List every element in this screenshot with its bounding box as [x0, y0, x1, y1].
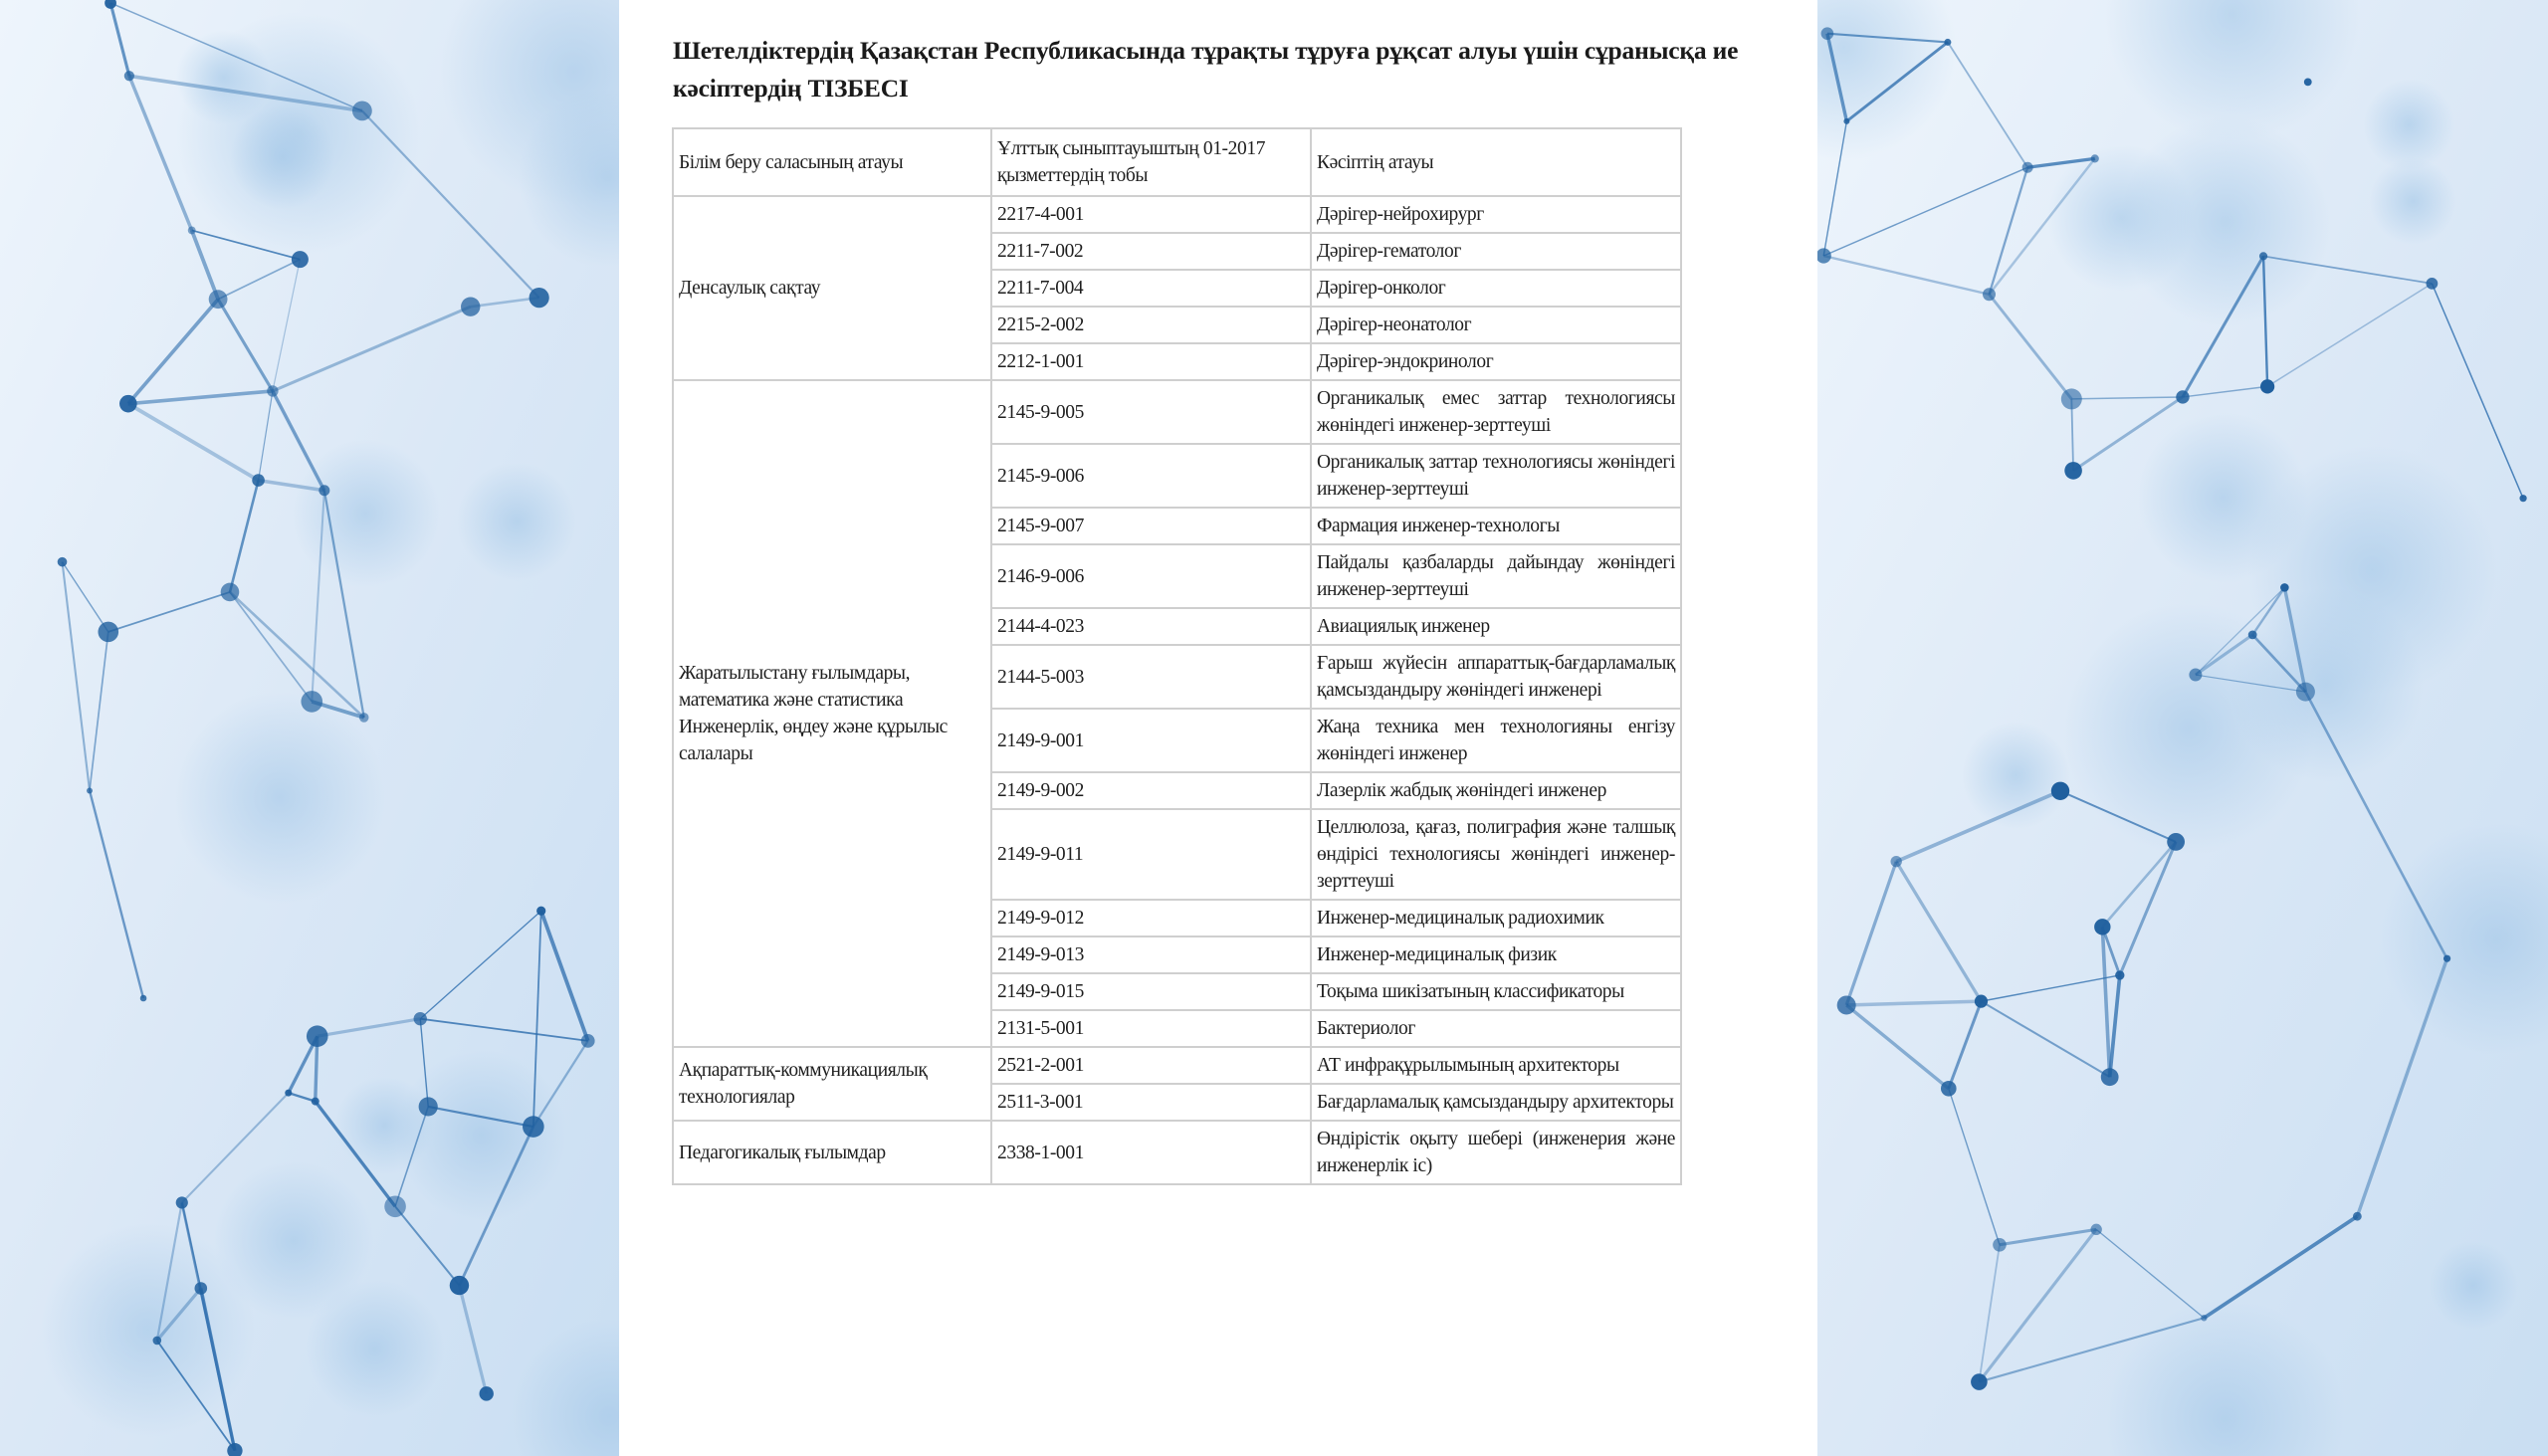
network-node — [2061, 388, 2082, 409]
code-cell: 2144-5-003 — [991, 645, 1311, 709]
network-node — [581, 1034, 595, 1048]
network-node — [2189, 669, 2202, 682]
profession-name-cell: Дәрігер-эндокринолог — [1311, 343, 1681, 380]
network-node — [87, 787, 93, 793]
profession-name-cell: Бағдарламалық қамсыздандыру архитекторы — [1311, 1084, 1681, 1121]
code-cell: 2145-9-006 — [991, 444, 1311, 508]
profession-name-cell: Бактериолог — [1311, 1010, 1681, 1047]
code-cell: 2149-9-012 — [991, 900, 1311, 936]
profession-name-cell: Инженер-медициналық физик — [1311, 936, 1681, 973]
network-pattern-right — [1817, 0, 2548, 1456]
profession-name-cell: Жаңа техника мен технологияны енгізу жөніндегі инженер — [1311, 709, 1681, 772]
network-node — [2259, 252, 2267, 260]
network-node — [58, 557, 68, 567]
profession-name-cell: АТ инфрақұрылымының архитекторы — [1311, 1047, 1681, 1084]
profession-name-cell: Органикалық заттар технологиясы жөніндегі инженер-зерттеуші — [1311, 444, 1681, 508]
field-name-cell: Ақпараттық-коммуникациялық технологиялар — [673, 1047, 991, 1121]
network-node — [119, 395, 137, 413]
network-node — [384, 1195, 406, 1217]
profession-name-cell: Фармация инженер-технологы — [1311, 508, 1681, 544]
bokeh-blob — [2430, 1241, 2518, 1330]
profession-table — [672, 127, 1682, 1185]
code-cell: 2144-4-023 — [991, 608, 1311, 645]
code-cell: 2338-1-001 — [991, 1121, 1311, 1184]
network-node — [2296, 683, 2315, 702]
header-field: Білім беру саласының атауы — [673, 128, 991, 196]
network-node — [2176, 390, 2189, 403]
profession-name-cell: Авиациялық инженер — [1311, 608, 1681, 645]
bokeh-blob — [292, 440, 440, 588]
network-node — [209, 290, 228, 309]
code-cell: 2511-3-001 — [991, 1084, 1311, 1121]
network-node — [523, 1116, 544, 1138]
code-cell: 2149-9-001 — [991, 709, 1311, 772]
network-node — [1971, 1373, 1988, 1390]
bokeh-blob — [230, 104, 334, 209]
network-node — [301, 691, 322, 713]
network-node — [419, 1097, 438, 1116]
profession-name-cell: Пайдалы қазбаларды дайындау жөніндегі инженер-зерттеуші — [1311, 544, 1681, 608]
code-cell: 2149-9-015 — [991, 973, 1311, 1010]
code-cell: 2146-9-006 — [991, 544, 1311, 608]
network-node — [1941, 1081, 1957, 1097]
table-row — [673, 1047, 1681, 1084]
bokeh-blob — [306, 1280, 443, 1417]
code-cell: 2131-5-001 — [991, 1010, 1311, 1047]
network-node — [98, 622, 118, 643]
document-title: Шетелдіктердің Қазақстан Республикасында тұрақты тұруға рұқсат алуы үшін сұранысқа ие кәсіптердің ТІЗБЕСІ — [673, 36, 1739, 103]
code-cell: 2521-2-001 — [991, 1047, 1311, 1084]
profession-name-cell: Инженер-медициналық радиохимик — [1311, 900, 1681, 936]
network-node — [2051, 782, 2069, 800]
network-node — [292, 251, 309, 268]
profession-name-cell: Тоқыма шикізатының классификаторы — [1311, 973, 1681, 1010]
network-node — [153, 1337, 162, 1346]
code-cell: 2149-9-013 — [991, 936, 1311, 973]
table-row — [673, 380, 1681, 444]
network-node — [195, 1282, 208, 1295]
profession-name-cell: Дәрігер-нейрохирург — [1311, 196, 1681, 233]
bokeh-blob — [174, 692, 386, 904]
background-network-right — [1817, 0, 2548, 1456]
profession-name-cell: Дәрігер-гематолог — [1311, 233, 1681, 270]
network-node — [140, 995, 147, 1002]
network-node — [2091, 154, 2099, 162]
network-node — [124, 71, 134, 81]
profession-name-cell: Органикалық емес заттар технологиясы жөніндегі инженер-зерттеуші — [1311, 380, 1681, 444]
code-cell: 2215-2-002 — [991, 307, 1311, 343]
profession-name-cell: Өндірістік оқыту шебері (инженерия және инженерлік іс) — [1311, 1121, 1681, 1184]
table-header-row — [673, 128, 1681, 196]
network-node — [221, 583, 240, 602]
code-cell: 2149-9-002 — [991, 772, 1311, 809]
code-cell: 2212-1-001 — [991, 343, 1311, 380]
network-node — [1837, 995, 1856, 1014]
code-cell: 2211-7-004 — [991, 270, 1311, 307]
network-node — [2519, 495, 2526, 502]
table-row — [673, 196, 1681, 233]
network-node — [480, 1386, 494, 1400]
network-node — [414, 1012, 427, 1025]
bokeh-blob — [335, 1076, 434, 1174]
code-cell: 2145-9-007 — [991, 508, 1311, 544]
network-node — [188, 227, 196, 235]
network-node — [2248, 630, 2257, 639]
network-node — [1993, 1238, 2007, 1252]
network-node — [461, 297, 480, 315]
network-node — [536, 907, 545, 916]
network-node — [450, 1276, 469, 1295]
bokeh-blob — [1962, 722, 2069, 829]
network-node — [1975, 995, 1988, 1008]
network-node — [2094, 919, 2110, 935]
network-node — [2280, 583, 2289, 592]
network-node — [2064, 462, 2082, 480]
profession-name-cell: Целлюлоза, қағаз, полиграфия және талшық өндірісі технологиясы жөніндегі инженер-зерттеуші — [1311, 809, 1681, 900]
network-node — [2090, 1224, 2101, 1235]
network-node — [307, 1025, 328, 1047]
field-name-cell: Жаратылыстану ғылымдары, математика және статистика Инженерлік, өңдеу және құрылыс салалары — [673, 380, 991, 1047]
code-cell: 2145-9-005 — [991, 380, 1311, 444]
document-page — [619, 0, 1817, 1456]
profession-name-cell: Дәрігер-онколог — [1311, 270, 1681, 307]
profession-name-cell: Дәрігер-неонатолог — [1311, 307, 1681, 343]
network-node — [2353, 1212, 2362, 1221]
bokeh-blob — [2120, 116, 2330, 326]
network-node — [285, 1090, 292, 1097]
profession-name-cell: Лазерлік жабдық жөніндегі инженер — [1311, 772, 1681, 809]
network-node — [359, 713, 369, 723]
network-node — [352, 101, 372, 120]
network-pattern-left — [0, 0, 619, 1456]
network-node — [1843, 118, 1849, 124]
network-node — [2101, 1068, 2119, 1086]
code-cell: 2217-4-001 — [991, 196, 1311, 233]
network-node — [530, 288, 549, 308]
network-node — [1891, 856, 1902, 867]
network-node — [2201, 1315, 2207, 1321]
network-node — [2115, 970, 2124, 979]
field-name-cell: Денсаулық сақтау — [673, 196, 991, 380]
network-node — [267, 385, 278, 396]
code-cell: 2149-9-011 — [991, 809, 1311, 900]
network-node — [318, 485, 329, 496]
network-node — [1821, 27, 1834, 40]
code-cell: 2211-7-002 — [991, 233, 1311, 270]
network-node — [1944, 39, 1951, 46]
bokeh-blob — [457, 462, 575, 580]
field-name-cell: Педагогикалық ғылымдар — [673, 1121, 991, 1184]
header-code: Ұлттық сыныптауыштың 01-2017 қызметтердің тобы — [991, 128, 1311, 196]
network-node — [2022, 162, 2033, 173]
bokeh-blob — [2363, 79, 2454, 170]
table-row — [673, 1121, 1681, 1184]
network-node — [2443, 955, 2450, 962]
profession-name-cell: Ғарыш жүйесін аппараттық-бағдарламалық қамсыздандыру жөніндегі инженері — [1311, 645, 1681, 709]
network-node — [176, 1196, 188, 1208]
bokeh-blob — [2370, 158, 2456, 245]
network-node — [2167, 833, 2185, 851]
header-profession: Кәсіптің атауы — [1311, 128, 1681, 196]
network-node — [2426, 278, 2438, 290]
background-network-left — [0, 0, 619, 1456]
profession-table-body — [673, 128, 1681, 1184]
network-node — [2260, 379, 2274, 393]
network-node — [312, 1098, 319, 1106]
network-node — [2304, 78, 2312, 86]
network-node — [252, 474, 265, 487]
network-node — [1983, 288, 1996, 301]
